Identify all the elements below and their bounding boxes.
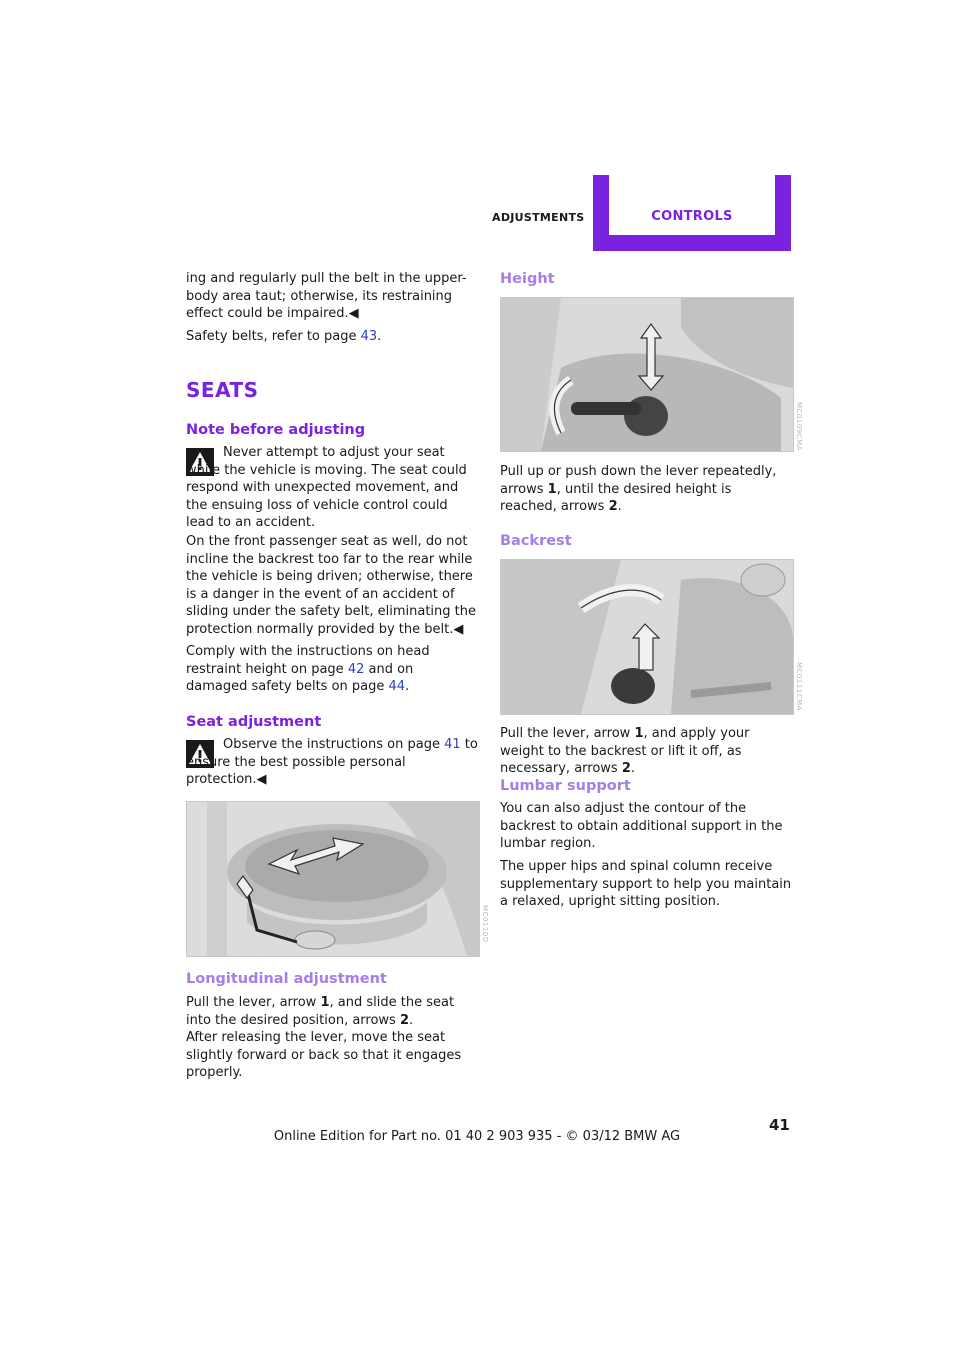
seat-longitudinal-figure — [186, 801, 480, 957]
lumbar-text-1: You can also adjust the contour of the backrest to obtain additional support in the lumbar region. — [500, 801, 783, 852]
figure-code: MC0109CMA — [795, 402, 803, 451]
seat-height-figure — [500, 297, 794, 452]
figure-code: MC0111CMA — [795, 662, 803, 711]
page-link-42[interactable]: 42 — [347, 661, 365, 677]
end-mark-icon: ◀ — [348, 306, 359, 322]
end-mark-icon: ◀ — [453, 621, 464, 637]
height-heading: Height — [500, 271, 555, 287]
seat-adjustment-warning: Observe the instructions on page 41 to ensure the best possible personal protection.◀ — [186, 737, 478, 788]
seat-adjustment-heading: Seat adjustment — [186, 714, 322, 730]
page-link-44[interactable]: 44 — [388, 679, 406, 695]
section-title: SEATS — [186, 378, 259, 402]
longitudinal-text: Pull the lever, arrow 1, and slide the seat into the desired position, arrows 2. — [186, 995, 455, 1028]
page-link-41[interactable]: 41 — [444, 737, 461, 752]
safety-belts-reference: Safety belts, refer to page 43. — [186, 329, 382, 344]
longitudinal-text-2: After releasing the lever, move the seat slightly forward or back so that it engages properly. — [186, 1030, 462, 1081]
lumbar-heading: Lumbar support — [500, 778, 631, 794]
note-warning-text: Never attempt to adjust your seat while the vehicle is moving. The seat could respond with unexpected movement, and the ensuing loss of vehicle control could lead to an accident. — [186, 445, 467, 531]
longitudinal-heading: Longitudinal adjustment — [186, 971, 387, 987]
footer-edition: Online Edition for Part no. 01 40 2 903 935 - © 03/12 BMW AG — [273, 1129, 681, 1144]
running-header-chapter: CONTROLS — [651, 209, 733, 224]
note-passenger-text: On the front passenger seat as well, do not incline the backrest too far to the rear while the vehicle is being driven; otherwise, there is a danger in the event of an accident of sliding under the safety belt, eliminating the protection normally provided by the belt.◀ — [186, 534, 476, 637]
comply-paragraph: Comply with the instructions on head restraint height on page 42 and on damaged safety belts on page 44. — [186, 644, 430, 695]
end-mark-icon: ◀ — [256, 772, 267, 788]
running-header-section: ADJUSTMENTS — [492, 211, 585, 224]
lumbar-text-2: The upper hips and spinal column receive supplementary support to help you maintain a relaxed, upright sitting position. — [500, 859, 792, 910]
backrest-heading: Backrest — [500, 533, 572, 549]
page-number: 41 — [769, 1116, 790, 1134]
backrest-text: Pull the lever, arrow 1, and apply your weight to the backrest or lift it off, as necessary, arrows 2. — [500, 726, 750, 777]
seat-backrest-figure — [500, 559, 794, 715]
figure-code: MC0110D — [481, 905, 489, 943]
chapter-tab-inner — [609, 175, 775, 235]
height-text: Pull up or push down the lever repeatedly, arrows 1, until the desired height is reached, arrows 2. — [500, 464, 777, 515]
note-heading: Note before adjusting — [186, 422, 366, 438]
page-link-43[interactable]: 43 — [360, 329, 378, 344]
intro-paragraph: ing and regularly pull the belt in the upper-body area taut; otherwise, its restraining effect could be impaired.◀ — [186, 271, 467, 322]
